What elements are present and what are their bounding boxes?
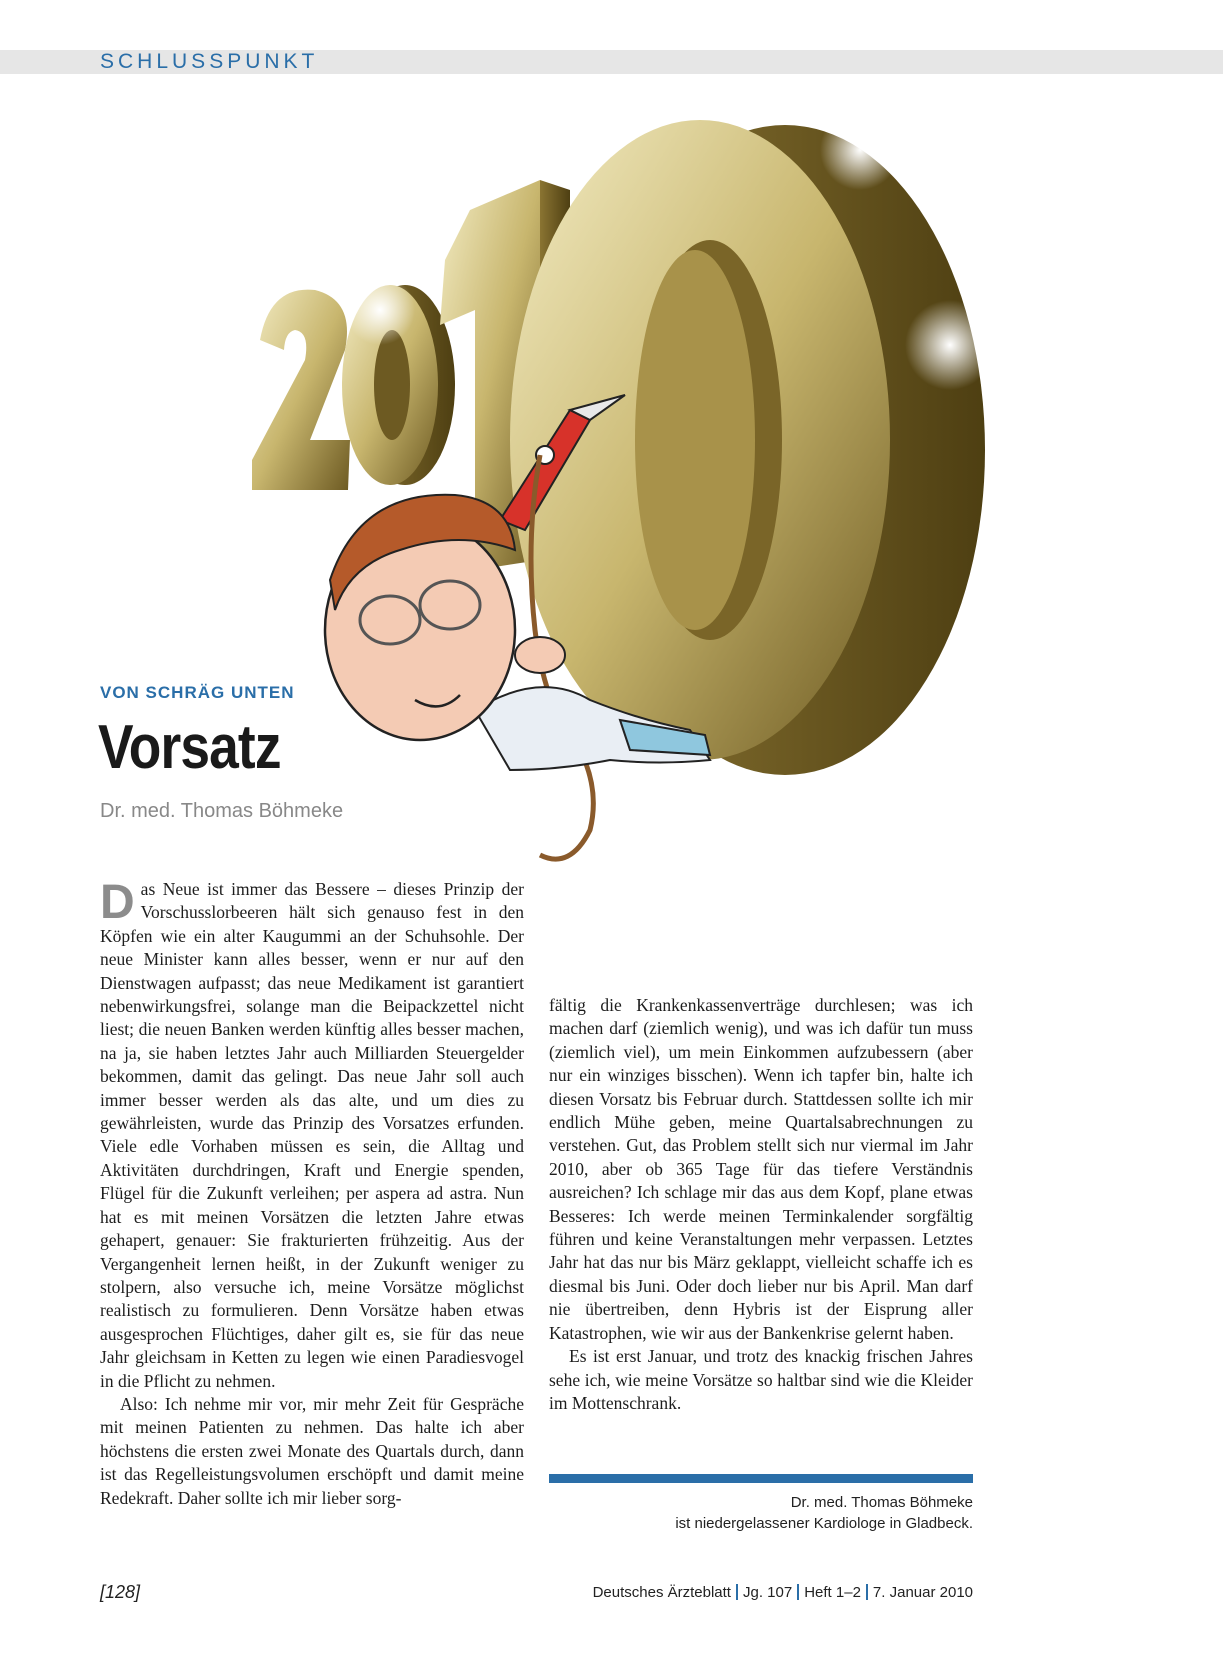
- paragraph: Es ist erst Januar, und trotz des knackig frischen Jahres sehe ich, wie meine Vorsätze so haltbar sind wie die Kleider im Mottenschrank.: [549, 1346, 973, 1413]
- paragraph: [100, 878, 524, 1393]
- footer-date: 7. Januar 2010: [872, 1584, 973, 1601]
- footer-issue: Heft 1–2: [804, 1584, 861, 1601]
- footer-citation: [593, 1584, 973, 1601]
- footer-volume: Jg. 107: [742, 1584, 793, 1601]
- page-number: [128]: [100, 1582, 141, 1602]
- section-label: SCHLUSSPUNKT: [100, 50, 319, 73]
- article-column-left: [100, 878, 524, 1510]
- numeral-0-large: [510, 120, 985, 775]
- article-author: Dr. med. Thomas Böhmeke: [100, 800, 344, 822]
- bio-description: ist niedergelassener Kardiologe in Gladbeck.: [675, 1515, 973, 1532]
- article-column-right: [549, 994, 973, 1415]
- footer-journal: Deutsches Ärzteblatt: [592, 1584, 731, 1601]
- sparkle: [905, 300, 995, 390]
- sparkle: [345, 275, 415, 345]
- illustration-2010-caricature: [240, 110, 1120, 940]
- separator: [736, 1584, 738, 1600]
- paragraph-text: as Neue ist immer das Bessere – dieses Prinzip der Vorschusslorbeeren hält sich genauso fest in den Köpfen wie ein alter Kaugummi an der Schuhsohle. Der neue Minister kann alles besser, wenn er nur auf den Dienstwagen aufpasst; das neue Medikament ist garantiert nebenwirkungsfrei, solange man die Beipackzettel nicht liest; die neuen Banken werden künftig alles besser machen, na ja, sie haben letztes Jahr auch Milliarden Steuergelder bekommen, damit das gelingt. Das neue Jahr soll auch immer besser werden als das alte, und um dies zu gewährleisten, wurde das Prinzip des Vorsatzes erfunden. Viele edle Vorhaben müssen es sein, die Alltag und Aktivitäten durchdringen, Kraft und Energie spenden, Flügel für die Zukunft verleihen; per aspera ad astra. Nun hat es mit meinen Vorsätzen die letzten Jahre etwas gehapert, genauer: Sie frakturierten frühzeitig. Aus der Vergangenheit lernen heißt, in der Zukunft weniger zu stolpern, also versuche ich, meine Vorsätze möglichst realistisch zu formulieren. Denn Vorsätze haben etwas ausgesprochen Flüchtiges, daher gilt es, sie für das neue Jahr gleichsam in Ketten zu legen wie einen Paradiesvogel in die Pflicht zu nehmen.: [100, 879, 524, 1391]
- paragraph: fältig die Krankenkassenverträge durchlesen; was ich machen darf (ziemlich wenig), und was ich dafür tun muss (ziemlich viel), um mein Einkommen aufzubessern (aber nur ein winziges bisschen). Wenn ich tapfer bin, halte ich diesen Vorsatz bis Februar durch. Stattdessen sollte ich mir endlich Mühe geben, meine Quartalsabrechnungen zu verstehen. Gut, das Problem stellt sich nur viermal im Jahr 2010, aber ob 365 Tage für das tiefere Verständnis ausreichen? Ich schlage mir das aus dem Kopf, plane etwas Besseres: Ich werde meinen Terminkalender sorgfältig führen und keine Veranstaltungen mehr verpassen. Letztes Jahr hat das nur bis März geklappt, vielleicht schaffe ich es diesmal bis Juni. Oder doch lieber nur bis April. Man darf nie übertreiben, denn Hybris ist der Eisprung aller Katastrophen, wie wir aus der Bankenkrise gelernt haben.: [549, 995, 973, 1343]
- bio-name: Dr. med. Thomas Böhmeke: [790, 1494, 973, 1511]
- divider-rule: [549, 1474, 973, 1483]
- article-title: Vorsatz: [98, 713, 281, 782]
- article-kicker: VON SCHRÄG UNTEN: [100, 683, 295, 702]
- separator: [797, 1584, 799, 1600]
- separator: [866, 1584, 868, 1600]
- author-bio: [549, 1492, 973, 1534]
- numeral-2: [252, 290, 350, 490]
- paragraph: Also: Ich nehme mir vor, mir mehr Zeit für Gespräche mit meinen Patienten zu nehmen. Das halte ich aber höchstens die ersten zwei Monate des Quartals durch, dann ist das Regelleistungsvolumen erschöpft und damit meine Redekraft. Daher sollte ich mir lieber sorg-: [100, 1393, 524, 1508]
- dropcap: D: [100, 876, 135, 929]
- sparkle: [820, 110, 900, 190]
